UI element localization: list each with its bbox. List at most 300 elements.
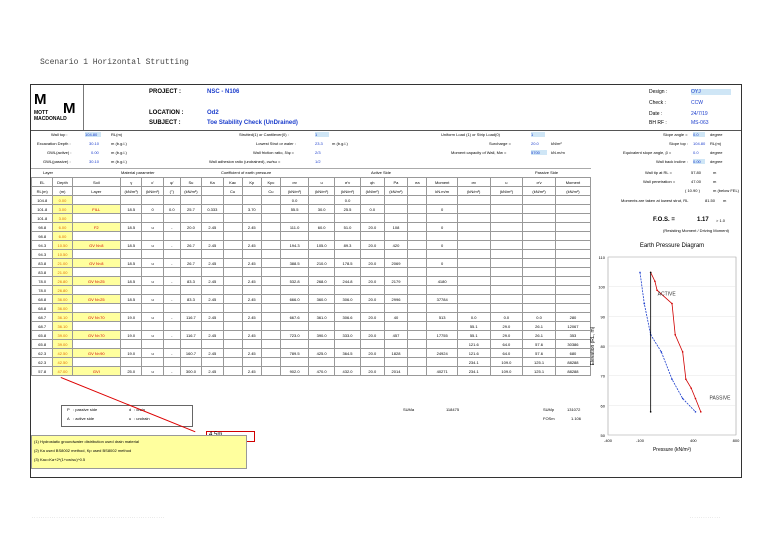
table-cell: - — [163, 295, 180, 304]
param-moment-cap-value[interactable]: 5700 — [531, 150, 547, 155]
column-unit: (kN/m²) — [309, 187, 335, 196]
table-cell — [523, 304, 556, 313]
chart-annotation: ACTIVE — [657, 291, 676, 298]
logo-letter-mid: M — [63, 100, 76, 117]
soil-layer-cell: GV N<25 — [72, 277, 120, 286]
logo-name-2: MACDONALD — [34, 116, 67, 122]
check-label: Check : — [649, 100, 666, 106]
column-unit-row — [32, 187, 591, 196]
table-cell: 10.50 — [53, 241, 72, 250]
table-cell — [360, 196, 384, 205]
series-point — [674, 334, 676, 336]
soil-layer-cell — [72, 196, 120, 205]
table-cell — [457, 268, 490, 277]
notes-box — [31, 435, 247, 469]
fos-compare: > 1.0 — [716, 218, 726, 223]
table-cell: 0.0 — [335, 196, 361, 205]
table-cell — [261, 286, 280, 295]
column-header: σv — [281, 178, 309, 187]
table-row — [32, 205, 591, 214]
param-lowest-strut-value[interactable]: 23.3 — [315, 141, 323, 146]
param-gwl-active-value[interactable]: 0.00 — [91, 150, 99, 155]
table-cell — [408, 214, 427, 223]
table-cell: 194.3 — [281, 241, 309, 250]
legend-u-key: u — [129, 416, 132, 421]
table-cell — [309, 214, 335, 223]
table-cell: 68.7 — [32, 322, 53, 331]
param-gwl-passive-label: GWL(passive) : — [43, 159, 71, 164]
column-unit: (°) — [163, 187, 180, 196]
table-cell — [261, 223, 280, 232]
table-cell — [523, 196, 556, 205]
bh-value[interactable]: MS-063 — [691, 120, 709, 126]
table-cell — [242, 286, 261, 295]
table-cell — [163, 322, 180, 331]
table-cell — [163, 340, 180, 349]
section-active: Active Side — [371, 170, 392, 175]
table-cell: 109.0 — [490, 367, 523, 376]
table-cell: 39.00 — [53, 340, 72, 349]
sum-p-label: SUMp — [543, 407, 555, 412]
param-gwl-active-label: GWL(active) : — [47, 150, 72, 155]
table-cell: 64.0 — [490, 349, 523, 358]
table-cell: 2.45 — [202, 277, 223, 286]
table-cell — [490, 295, 523, 304]
table-cell: 83.3 — [180, 277, 201, 286]
table-cell: 666.0 — [281, 295, 309, 304]
design-label: Design : — [649, 89, 668, 95]
moment-rl: 81.50 — [705, 198, 716, 203]
table-cell: 125.1 — [523, 367, 556, 376]
table-cell: 98.8 — [32, 232, 53, 241]
soil-layer-cell: GV N<8 — [72, 241, 120, 250]
table-cell: 55.1 — [457, 322, 490, 331]
table-cell — [490, 205, 523, 214]
series-point — [695, 411, 697, 413]
table-cell — [223, 277, 242, 286]
param-wall-adhesion-value[interactable]: 1/2 — [315, 159, 321, 164]
table-cell — [309, 358, 335, 367]
param-gwl-passive-value[interactable]: 30.10 — [89, 159, 100, 164]
table-cell: 2.45 — [242, 313, 261, 322]
table-cell — [261, 259, 280, 268]
table-cell: 21.00 — [53, 259, 72, 268]
table-cell: 1828 — [384, 349, 408, 358]
table-cell — [223, 223, 242, 232]
soil-table — [31, 177, 591, 376]
date-value[interactable]: 24/7/19 — [691, 111, 708, 117]
series-point — [650, 411, 652, 413]
table-cell — [523, 259, 556, 268]
table-cell — [223, 349, 242, 358]
table-cell — [408, 340, 427, 349]
table-cell — [490, 304, 523, 313]
y-tick-label: 110 — [598, 255, 605, 260]
table-cell — [309, 322, 335, 331]
table-cell: 36.00 — [53, 295, 72, 304]
table-cell: 3.00 — [53, 214, 72, 223]
table-cell — [163, 196, 180, 205]
param-eq-slope-value[interactable]: 0.0 — [693, 150, 699, 155]
table-cell — [408, 277, 427, 286]
table-cell — [242, 232, 261, 241]
table-cell — [408, 250, 427, 259]
table-row — [32, 331, 591, 340]
table-cell: u — [142, 349, 163, 358]
table-cell — [142, 196, 163, 205]
table-cell: 30386 — [555, 340, 590, 349]
param-strutted-label: Strutted(1) or Cantilever(0) : — [239, 132, 289, 137]
table-cell — [223, 295, 242, 304]
table-cell — [490, 259, 523, 268]
table-cell — [180, 214, 201, 223]
logo-name-1: MOTT — [34, 110, 49, 116]
column-header: qh — [360, 178, 384, 187]
table-cell — [490, 286, 523, 295]
table-cell — [261, 205, 280, 214]
column-header: Ka — [202, 178, 223, 187]
column-unit: (kN/m²) — [490, 187, 523, 196]
bh-label: BH RF : — [649, 120, 667, 126]
table-cell — [309, 286, 335, 295]
table-cell — [384, 196, 408, 205]
column-unit — [242, 187, 261, 196]
table-cell — [523, 295, 556, 304]
table-cell: 0 — [427, 241, 457, 250]
table-cell — [360, 214, 384, 223]
table-cell — [360, 304, 384, 313]
table-cell — [202, 268, 223, 277]
table-cell: 29.0 — [490, 331, 523, 340]
table-cell — [242, 196, 261, 205]
table-cell — [490, 232, 523, 241]
table-cell — [163, 250, 180, 259]
table-cell: 20.0 — [180, 223, 201, 232]
table-cell: 420 — [384, 241, 408, 250]
column-unit: (kN/m²) — [281, 187, 309, 196]
table-cell — [202, 286, 223, 295]
table-cell — [142, 358, 163, 367]
column-unit: (kN/m²) — [180, 187, 201, 196]
table-cell — [523, 205, 556, 214]
table-cell: 0 — [427, 223, 457, 232]
table-cell — [223, 205, 242, 214]
table-cell: 333.0 — [335, 331, 361, 340]
table-cell: 116.7 — [180, 331, 201, 340]
table-cell — [384, 214, 408, 223]
table-cell — [523, 223, 556, 232]
column-unit: (kN/m²) — [335, 187, 361, 196]
legend-d-key: d — [129, 407, 132, 412]
table-cell: 902.0 — [281, 367, 309, 376]
column-unit: Cu — [223, 187, 242, 196]
series-point — [643, 303, 645, 305]
column-header: EL — [32, 178, 53, 187]
table-cell: 2.45 — [202, 367, 223, 376]
table-cell — [223, 322, 242, 331]
table-cell — [309, 304, 335, 313]
table-cell: 19.0 — [121, 331, 142, 340]
table-cell: 36.10 — [53, 322, 72, 331]
table-cell: 0 — [142, 205, 163, 214]
wall-tip-value: 57.80 — [691, 170, 702, 175]
table-cell: 2.45 — [202, 331, 223, 340]
design-value[interactable]: OYJ — [691, 89, 731, 95]
series-point — [639, 272, 641, 274]
table-cell: 2.45 — [242, 349, 261, 358]
table-cell: 20.0 — [360, 295, 384, 304]
param-slope-angle-value[interactable]: 0.0 — [693, 132, 705, 137]
column-unit: (kN/m²) — [523, 187, 556, 196]
table-cell: 18.5 — [121, 295, 142, 304]
table-cell: 21.00 — [53, 268, 72, 277]
penetration-label: Wall penetration = — [643, 179, 676, 184]
table-cell — [360, 232, 384, 241]
table-cell: 0.0 — [457, 313, 490, 322]
table-cell — [142, 250, 163, 259]
table-cell — [261, 304, 280, 313]
section-passive: Passive Side — [535, 170, 559, 175]
table-cell: 42.50 — [53, 358, 72, 367]
legend-p-text: : passive side — [73, 407, 98, 412]
param-slope-top-label: Slope top : — [669, 141, 689, 146]
column-header-row — [32, 178, 591, 187]
y-tick-label: 90 — [600, 314, 605, 320]
table-cell: 104.8 — [32, 196, 53, 205]
table-cell — [261, 331, 280, 340]
param-exc-depth-value[interactable]: 30.10 — [89, 141, 100, 146]
soil-layer-cell — [72, 268, 120, 277]
table-cell — [242, 340, 261, 349]
table-cell — [261, 340, 280, 349]
table-cell — [281, 232, 309, 241]
column-unit: Layer — [72, 187, 120, 196]
table-cell: u — [142, 241, 163, 250]
column-unit: kN.m/m — [427, 187, 457, 196]
table-cell: 25.0 — [121, 367, 142, 376]
table-cell: 18.5 — [121, 241, 142, 250]
wall-tip-unit: m — [713, 170, 717, 175]
table-cell — [457, 286, 490, 295]
table-cell — [223, 232, 242, 241]
table-cell — [427, 196, 457, 205]
column-header: Moment — [555, 178, 590, 187]
table-cell — [335, 214, 361, 223]
fos-label: F.O.S. = — [653, 217, 675, 223]
table-cell — [121, 214, 142, 223]
table-cell: - — [163, 349, 180, 358]
table-cell — [457, 214, 490, 223]
table-row — [32, 295, 591, 304]
penetration-fel-unit: m (below FEL) — [713, 188, 740, 193]
table-cell — [163, 232, 180, 241]
param-load-type-value[interactable]: 1 — [531, 132, 545, 137]
legend-a-text: : active side — [73, 416, 95, 421]
table-cell: - — [163, 223, 180, 232]
param-surcharge-value[interactable]: 20.0 — [531, 141, 539, 146]
table-cell: 280 — [555, 313, 590, 322]
table-cell: 68.8 — [32, 304, 53, 313]
table-cell: 108 — [384, 223, 408, 232]
table-cell: 2.45 — [242, 331, 261, 340]
table-cell — [261, 367, 280, 376]
table-cell — [180, 196, 201, 205]
table-cell — [408, 232, 427, 241]
table-cell — [384, 358, 408, 367]
table-cell: 20.0 — [360, 349, 384, 358]
table-cell: u — [142, 295, 163, 304]
location-value: Od2 — [207, 110, 219, 116]
param-wall-friction-value[interactable]: 2/3 — [315, 150, 321, 155]
location-label: LOCATION : — [149, 110, 184, 116]
table-cell: 55.1 — [457, 331, 490, 340]
y-axis-label: Elevation (RL, m) — [590, 326, 596, 366]
soil-layer-cell — [72, 232, 120, 241]
table-cell: 78.0 — [32, 277, 53, 286]
param-back-incline-value[interactable]: 0.00 — [693, 159, 705, 164]
y-tick-label: 50 — [600, 433, 605, 438]
table-cell — [142, 214, 163, 223]
table-cell: 18.5 — [121, 205, 142, 214]
table-cell: 20.0 — [360, 223, 384, 232]
table-cell — [427, 268, 457, 277]
column-unit: (kN/m²) — [555, 187, 590, 196]
table-cell — [457, 205, 490, 214]
table-cell: 65.8 — [32, 340, 53, 349]
table-cell: 0.333 — [202, 205, 223, 214]
note-1: (1) Hydrostatic groundwater distribution used drain material — [34, 439, 139, 444]
table-cell: 2.45 — [202, 223, 223, 232]
table-cell — [202, 322, 223, 331]
table-cell: 83.8 — [32, 259, 53, 268]
table-cell: 98.8 — [32, 223, 53, 232]
table-cell: 101.8 — [32, 205, 53, 214]
column-header: σ'v — [523, 178, 556, 187]
project-label: PROJECT : — [149, 89, 182, 95]
table-cell: 234.1 — [457, 367, 490, 376]
table-cell — [163, 358, 180, 367]
table-cell — [335, 286, 361, 295]
table-cell — [408, 331, 427, 340]
table-cell: - — [163, 241, 180, 250]
table-cell — [261, 268, 280, 277]
param-slope-top-value[interactable]: 104.80 — [693, 141, 706, 146]
table-cell: 0.0 — [360, 205, 384, 214]
soil-layer-cell: FILL — [72, 205, 120, 214]
table-cell — [457, 241, 490, 250]
chart-annotation: PASSIVE — [709, 395, 731, 402]
table-cell — [309, 232, 335, 241]
table-cell — [202, 340, 223, 349]
table-row — [32, 313, 591, 322]
param-wall-top-value[interactable]: 104.80 — [85, 132, 101, 137]
sum-a-label: SUMa — [403, 407, 415, 412]
table-cell: 0.00 — [53, 196, 72, 205]
table-cell: 160.7 — [180, 349, 201, 358]
table-cell: 364.5 — [335, 349, 361, 358]
param-moment-cap-label: Moment capacity of Wall, Mw = — [451, 150, 507, 155]
table-cell — [223, 304, 242, 313]
soil-layer-cell — [72, 358, 120, 367]
sum-a-value: 118475 — [446, 407, 460, 412]
table-cell: u — [142, 223, 163, 232]
table-cell — [180, 322, 201, 331]
table-cell: u — [142, 367, 163, 376]
param-gwl-active-unit: m (b.g.l.) — [111, 150, 127, 155]
sum-p-value: 131072 — [567, 407, 581, 412]
param-wall-adhesion-label: Wall adhesion ratio (undrained), cw/su = — [209, 159, 281, 164]
table-cell — [163, 214, 180, 223]
column-unit: (m) — [53, 187, 72, 196]
param-surcharge-label: Surcharge = — [489, 141, 511, 146]
table-cell: 121.6 — [457, 349, 490, 358]
y-tick-label: 60 — [600, 403, 605, 409]
table-cell — [121, 232, 142, 241]
table-cell: 2.45 — [242, 241, 261, 250]
x-tick-label: 800 — [732, 438, 740, 443]
table-cell — [202, 196, 223, 205]
logo-letter-top: M — [34, 91, 47, 108]
column-header: Soil — [72, 178, 120, 187]
table-cell: 36.10 — [53, 313, 72, 322]
table-cell — [427, 322, 457, 331]
column-header: σ'v — [335, 178, 361, 187]
table-cell — [335, 250, 361, 259]
table-cell — [384, 322, 408, 331]
table-cell — [281, 214, 309, 223]
table-cell: 360.0 — [309, 295, 335, 304]
project-value: NSC - N106 — [207, 89, 240, 95]
table-cell: 361.0 — [309, 313, 335, 322]
table-cell: 0.0 — [281, 196, 309, 205]
column-header: Kpc — [261, 178, 280, 187]
table-cell: u — [142, 259, 163, 268]
table-row — [32, 223, 591, 232]
table-cell — [555, 205, 590, 214]
table-cell: 57.6 — [523, 340, 556, 349]
param-strutted-value[interactable]: 1 — [315, 132, 329, 137]
table-cell — [335, 340, 361, 349]
table-cell — [223, 358, 242, 367]
table-cell — [309, 340, 335, 349]
table-row — [32, 322, 591, 331]
table-cell — [427, 340, 457, 349]
table-cell: 10.50 — [53, 250, 72, 259]
column-unit: (kN/m²) — [384, 187, 408, 196]
table-cell — [408, 268, 427, 277]
table-cell — [457, 295, 490, 304]
table-cell — [408, 295, 427, 304]
subject-value: Toe Stability Check (UnDrained) — [207, 120, 298, 126]
table-cell: 6.00 — [53, 232, 72, 241]
fos-value: 1.17 — [697, 217, 709, 223]
table-cell — [555, 214, 590, 223]
table-cell: u — [142, 331, 163, 340]
check-value[interactable]: CCW — [691, 100, 703, 106]
table-cell: 65.8 — [32, 331, 53, 340]
table-cell — [261, 196, 280, 205]
table-cell — [202, 304, 223, 313]
table-cell — [163, 286, 180, 295]
moment-unit: m — [723, 198, 727, 203]
table-cell: 306.0 — [335, 295, 361, 304]
table-cell — [261, 295, 280, 304]
param-surcharge-unit: kN/m² — [551, 141, 562, 146]
table-cell — [261, 277, 280, 286]
table-cell: 470.0 — [309, 367, 335, 376]
table-cell — [223, 259, 242, 268]
y-tick-label: 70 — [600, 373, 605, 379]
